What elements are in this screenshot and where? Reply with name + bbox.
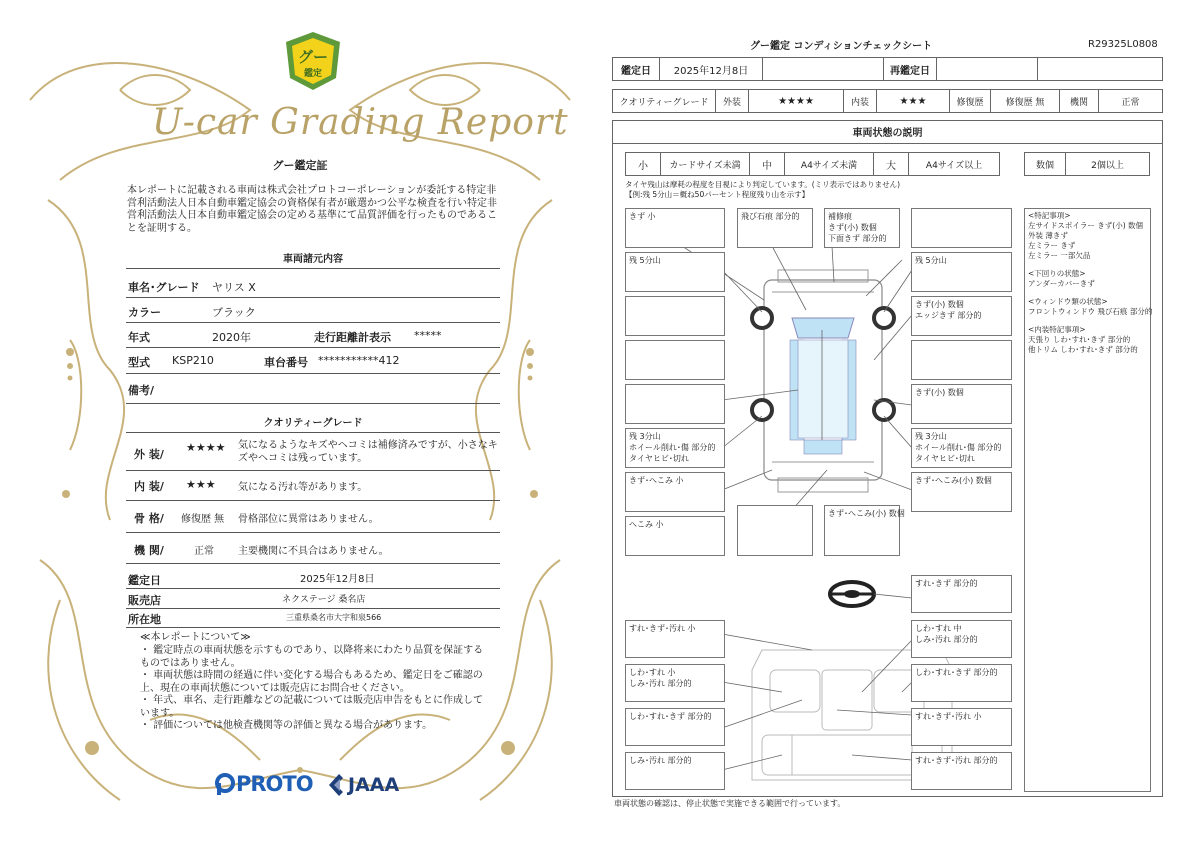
mileage-label: 走行距離計表示 [314, 331, 391, 344]
note-item: ・ 年式、車名、走行距離などの記載については販売店申告をもとに作成しています。 [140, 695, 483, 719]
cert-title: グー鑑定証 [272, 159, 328, 172]
engine-label: 機関 [1059, 89, 1099, 113]
address-label: 所在地 [128, 613, 161, 626]
ext-box: へこみ 小 [625, 516, 725, 556]
repair-value: 修復歴 無 [990, 89, 1060, 113]
ext-box [911, 340, 1012, 380]
ext-box [737, 505, 813, 556]
sheet-title: グー鑑定 コンディションチェックシート [750, 41, 933, 52]
jaaa-text: JAAA [348, 774, 400, 796]
model-label: 型式 [128, 356, 150, 369]
sheet-id: R29325L0808 [1088, 39, 1158, 50]
footer-note: 車両状態の確認は、停止状態で実施できる範囲で行っています。 [614, 799, 846, 808]
proto-mark-icon [214, 772, 236, 796]
ext-box [625, 384, 725, 424]
row-model [126, 347, 500, 374]
car-name-value: ヤリス X [212, 281, 256, 294]
int-box: すれ･きず 部分的 [911, 575, 1012, 613]
engine-value: 正常 [194, 546, 214, 557]
date-label: 鑑定日 [612, 57, 660, 81]
reinspect-value [936, 57, 1038, 81]
reinspect-blank [1037, 57, 1163, 81]
legend-large: 大 [873, 152, 909, 176]
shop-label: 販売店 [128, 594, 161, 607]
proto-logo [214, 772, 313, 796]
tire-note [625, 180, 900, 200]
ext-box: 補修痕 きず(小) 数個 下面きず 部分的 [824, 208, 900, 248]
goo-kantei-logo [282, 30, 344, 92]
row-exterior [126, 434, 500, 471]
row-engine [126, 532, 500, 564]
legend-small: 小 [625, 152, 661, 176]
jaaa-mark-icon [326, 772, 346, 798]
year-value: 2020年 [212, 331, 251, 344]
ext-box: 残 3分山 ホイール削れ･傷 部分的 タイヤヒビ･切れ [625, 428, 725, 468]
int-box: しみ･汚れ 部分的 [625, 752, 725, 790]
specs-title: 車両諸元内容 [283, 254, 343, 265]
legend-mid: 中 [749, 152, 785, 176]
frame-value: 修復歴 無 [181, 514, 225, 525]
chassis-label: 車台番号 [264, 356, 308, 369]
exterior-label: 外 装/ [134, 448, 164, 461]
shop-value: ネクステージ 桑名店 [282, 595, 366, 605]
divider [126, 432, 500, 433]
ext-box: 飛び石痕 部分的 [737, 208, 813, 248]
address-value: 三重県桑名市大字和泉566 [286, 613, 382, 622]
ext-box [625, 296, 725, 336]
jaaa-logo [326, 772, 399, 798]
ext-box: きず･へこみ(小) 数個 [824, 505, 900, 556]
tire-note-line: 【例:残 5分山＝概ね50パーセント程度残り山を示す】 [625, 190, 810, 199]
int-box: しわ･すれ 小 しみ･汚れ 部分的 [625, 664, 725, 702]
svg-text:グー: グー [297, 48, 329, 66]
interior-desc: 気になる汚れ等があります。 [238, 482, 368, 493]
row-address [126, 608, 500, 628]
int-box: しわ･すれ 中 しみ･汚れ 部分的 [911, 620, 1012, 658]
date-value: 2025年12月8日 [300, 574, 375, 585]
year-label: 年式 [128, 331, 150, 344]
car-name-label: 車名･グレード [128, 281, 200, 294]
ext-value: ★★★★ [748, 89, 844, 113]
grade-label: クオリティーグレード [612, 89, 716, 113]
svg-text:鑑定: 鑑定 [303, 69, 323, 79]
remarks-label: 備考/ [128, 384, 155, 397]
legend-mid-desc: A4サイズ未満 [784, 152, 874, 176]
int-value: ★★★ [876, 89, 950, 113]
condition-check-sheet [600, 0, 1200, 848]
row-year [126, 322, 500, 348]
exterior-stars: ★★★★ [186, 441, 226, 454]
row-date [126, 566, 500, 589]
note-item: ・ 評価については他検査機関等の評価と異なる場合があります。 [140, 720, 433, 731]
engine-label: 機 関/ [134, 544, 164, 557]
note-item: ・ 車両状態は時間の経過に伴い変化する場合もあるため、鑑定日をご確認の上、現在の車両状態については販売店にお問合せください。 [140, 670, 483, 694]
proto-text: PROTO [236, 772, 313, 796]
row-car-name [126, 270, 500, 298]
ext-label: 外装 [715, 89, 749, 113]
int-box: すれ･きず･汚れ 小 [625, 620, 725, 658]
int-box: すれ･きず･汚れ 小 [911, 708, 1012, 746]
intro-text: 本レポートに記載される車両は株式会社プロトコーポレーションが委託する特定非営利活動法人日本自動車鑑定協会の資格保有者が厳選かつ公平な検査を行い特定非営利活動法人日本自動車鑑定協会の定める基準にて品質評価を行ったものであることを証明する。 [127, 185, 497, 234]
engine-value: 正常 [1098, 89, 1163, 113]
row-remarks [126, 373, 500, 404]
notes-list [140, 645, 490, 733]
interior-label: 内 装/ [134, 480, 164, 493]
ext-box: きず(小) 数個 [911, 384, 1012, 424]
chassis-value: ***********412 [318, 354, 400, 367]
int-box: しわ･すれ･きず 部分的 [911, 664, 1012, 702]
grade-title: クオリティーグレード [263, 418, 363, 429]
row-shop [126, 588, 500, 609]
ext-box [911, 208, 1012, 248]
int-box: しわ･すれ･きず 部分的 [625, 708, 725, 746]
row-color [126, 297, 500, 323]
mileage-value: ***** [414, 329, 442, 342]
color-label: カラー [128, 306, 161, 319]
ext-box: 残 5分山 [911, 252, 1012, 292]
exterior-desc: 気になるようなキズやヘコミは補修済みですが、小さなキズやヘコミは残っています。 [238, 440, 498, 464]
note-item: ・ 鑑定時点の車両状態を示すものであり、以降将来にわたり品質を保証するものではありません。 [140, 645, 484, 669]
date-blank [762, 57, 884, 81]
legend-large-desc: A4サイズ以上 [908, 152, 1000, 176]
legend-small-desc: カードサイズ未満 [660, 152, 750, 176]
ext-box: 残 3分山 ホイール削れ･傷 部分的 タイヤヒビ･切れ [911, 428, 1012, 468]
row-interior [126, 470, 500, 501]
ext-box: きず･へこみ(小) 数個 [911, 472, 1012, 512]
legend-count-desc: 2個以上 [1065, 152, 1150, 176]
ext-box [625, 340, 725, 380]
model-value: KSP210 [172, 354, 214, 367]
condition-title: 車両状態の説明 [612, 120, 1163, 144]
color-value: ブラック [212, 306, 256, 319]
notes-title: ≪本レポートについて≫ [140, 632, 251, 643]
legend-count: 数個 [1024, 152, 1066, 176]
frame-label: 骨 格/ [134, 512, 164, 525]
reinspect-label: 再鑑定日 [883, 57, 937, 81]
interior-stars: ★★★ [186, 478, 216, 491]
ext-box: きず･へこみ 小 [625, 472, 725, 512]
row-frame [126, 500, 500, 533]
repair-label: 修復歴 [949, 89, 991, 113]
ext-box: 残 5分山 [625, 252, 725, 292]
ext-box: きず(小) 数個 エッジきず 部分的 [911, 296, 1012, 336]
report-title: U-car Grading Report [152, 102, 569, 143]
date-value: 2025年12月8日 [659, 57, 763, 81]
date-label: 鑑定日 [128, 574, 161, 587]
frame-desc: 骨格部位に異常はありません。 [238, 514, 379, 525]
tire-note-line: タイヤ残山は摩耗の程度を目視により判定しています。(ミリ表示ではありません) [625, 180, 901, 189]
int-box: すれ･きず･汚れ 部分的 [911, 752, 1012, 790]
int-label: 内装 [843, 89, 877, 113]
special-notes: <特記事項> 左サイドスポイラー きず(小) 数個 外装 薄きず 左ミラー きず 左ミラー 一部欠品 <下回りの状態> アンダーカバーきず <ウィンドウ類の状態> フロントウィンドウ 飛び石痕 部分的 <内装特記事項> 天張り しわ･すれ･きず 部分的 他トリム しわ･すれ･きず 部分的 [1024, 208, 1151, 792]
engine-desc: 主要機関に不具合はありません。 [238, 546, 389, 557]
ext-box: きず 小 [625, 208, 725, 248]
divider [126, 268, 500, 269]
